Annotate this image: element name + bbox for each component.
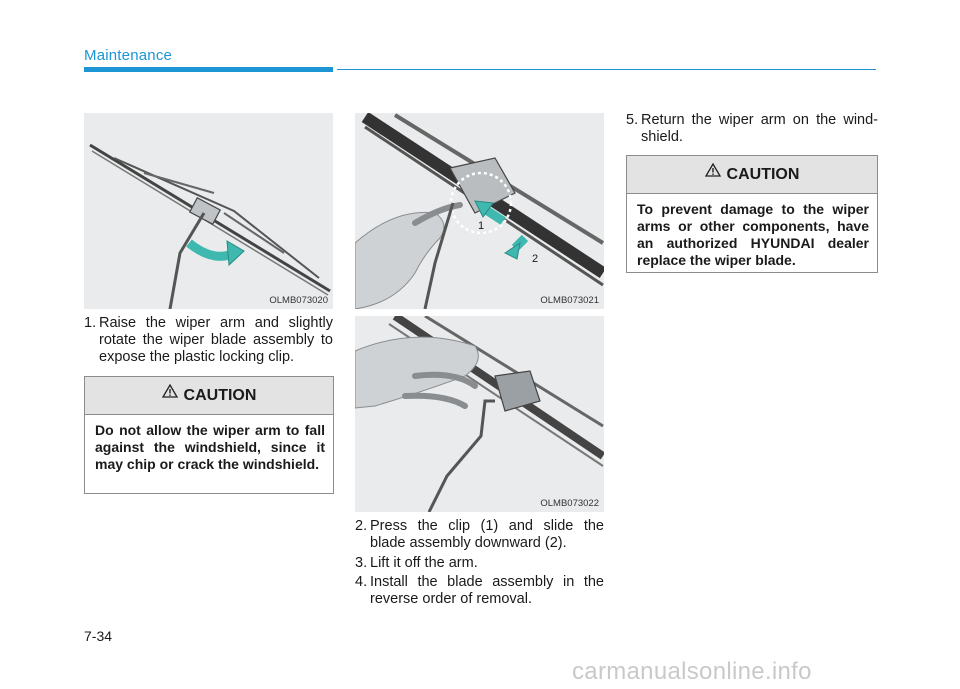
step-text: Press the clip (1) and slide the blade assembly downward (2). [370, 518, 604, 551]
step-text: Lift it off the arm. [370, 555, 478, 571]
caution-text: Do not allow the wiper arm to fall against the windshield, since it may chip or crack the windshield. [95, 422, 325, 472]
caution-title: CAUTION [726, 166, 800, 183]
step-text: Install the blade assembly in the reverse order of removal. [370, 574, 604, 607]
figure-code: OLMB073020 [269, 295, 328, 306]
header-rule-thin [337, 69, 876, 70]
step-text: Return the wiper arm on the wind-shield. [641, 112, 878, 145]
figure-code: OLMB073022 [540, 498, 599, 509]
header-rule-thick [84, 67, 333, 72]
caution-title: CAUTION [183, 387, 257, 404]
figure-press-clip [355, 113, 604, 309]
step-1 [84, 315, 333, 366]
step-number: 4. [355, 574, 368, 590]
figure-raise-wiper [84, 113, 333, 309]
step-3 [355, 555, 604, 572]
section-title: Maintenance [84, 47, 173, 64]
press-clip-illustration [355, 113, 604, 309]
warning-triangle-icon [705, 154, 721, 191]
caution-box [84, 376, 334, 494]
step-number: 2. [355, 518, 368, 534]
warning-triangle-icon [162, 375, 178, 412]
figure-slide-blade [355, 316, 604, 512]
page-number: 7-34 [84, 628, 113, 644]
watermark: carmanualsonline.info [572, 658, 812, 685]
step-text: Raise the wiper arm and slightly rotate the wiper blade assembly to expose the plastic locking clip. [99, 315, 333, 365]
callout-2: 2 [532, 253, 539, 265]
slide-blade-illustration [355, 316, 604, 512]
step-number: 3. [355, 555, 368, 571]
caution-text: To prevent damage to the wiper arms or other components, have an authorized HYUNDAI dealer replace the wiper blade. [637, 201, 869, 268]
caution-header [85, 377, 333, 415]
caution-header [627, 156, 877, 194]
wiper-blade-illustration [84, 113, 333, 309]
caution-box [626, 155, 878, 273]
step-number: 1. [84, 315, 97, 331]
figure-code: OLMB073021 [540, 295, 599, 306]
step-number: 5. [626, 112, 639, 128]
step-4 [355, 574, 604, 608]
callout-1: 1 [478, 220, 485, 232]
step-5 [626, 112, 878, 146]
step-2 [355, 518, 604, 552]
